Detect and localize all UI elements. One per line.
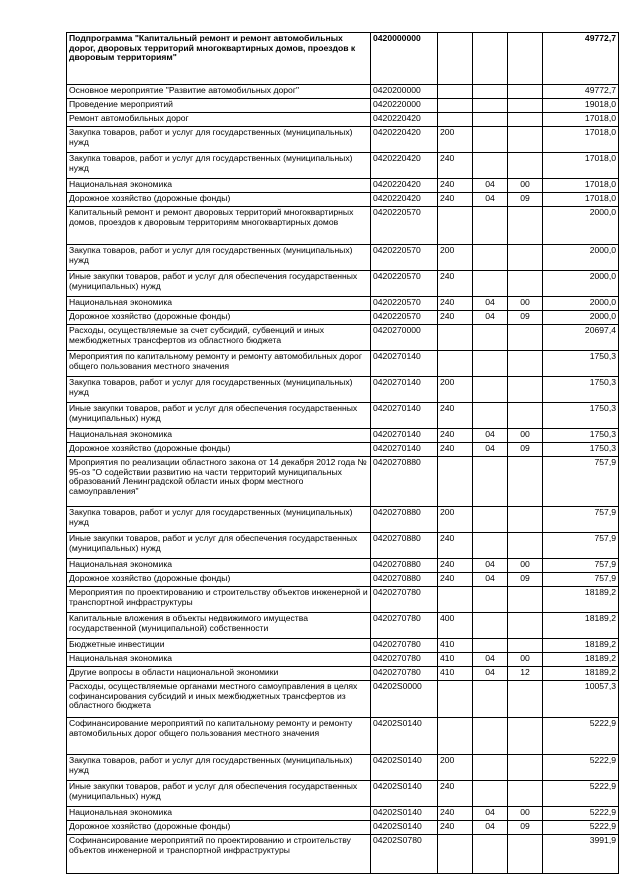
row-target-code-cell: 0420270140 [371, 429, 438, 443]
row-name-cell: Капитальные вложения в объекты недвижимого имущества государственной (муниципальной) собственности [67, 613, 371, 639]
row-name-cell: Софинансирование мероприятий по проектированию и строительству объектов инженерной и транспортной инфраструктуры [67, 835, 371, 874]
row-target-code-cell: 0420220570 [371, 207, 438, 245]
row-section-cell [473, 85, 508, 99]
row-expense-type-cell: 240 [438, 429, 473, 443]
row-name-cell: Национальная экономика [67, 179, 371, 193]
row-target-code-cell: 0420270780 [371, 639, 438, 653]
row-amount-cell: 5222,9 [543, 821, 619, 835]
row-section-cell: 04 [473, 573, 508, 587]
row-target-code-cell: 0420270140 [371, 351, 438, 377]
row-amount-cell: 18189,2 [543, 667, 619, 681]
row-name-cell: Расходы, осуществляемые за счет субсидий, субвенций и иных межбюджетных трансфертов из областного бюджета [67, 325, 371, 351]
table-row [67, 153, 619, 179]
row-section-cell [473, 207, 508, 245]
row-amount-cell: 2000,0 [543, 297, 619, 311]
row-expense-type-cell: 240 [438, 781, 473, 807]
row-name-cell: Национальная экономика [67, 297, 371, 311]
row-expense-type-cell: 240 [438, 443, 473, 457]
row-name-cell: Дорожное хозяйство (дорожные фонды) [67, 443, 371, 457]
row-expense-type-cell [438, 587, 473, 613]
row-amount-cell: 2000,0 [543, 311, 619, 325]
row-expense-type-cell [438, 457, 473, 507]
row-section-cell [473, 457, 508, 507]
table-row [67, 33, 619, 85]
table-row [67, 297, 619, 311]
row-amount-cell: 5222,9 [543, 755, 619, 781]
row-target-code-cell: 0420270780 [371, 613, 438, 639]
row-amount-cell: 18189,2 [543, 587, 619, 613]
row-subsection-cell: 09 [508, 193, 543, 207]
table-row [67, 507, 619, 533]
row-expense-type-cell: 240 [438, 311, 473, 325]
row-amount-cell: 757,9 [543, 533, 619, 559]
row-name-cell: Закупка товаров, работ и услуг для государственных (муниципальных) нужд [67, 507, 371, 533]
table-row [67, 193, 619, 207]
row-subsection-cell [508, 403, 543, 429]
row-expense-type-cell [438, 835, 473, 874]
row-expense-type-cell: 200 [438, 377, 473, 403]
row-name-cell: Закупка товаров, работ и услуг для государственных (муниципальных) нужд [67, 127, 371, 153]
row-subsection-cell [508, 587, 543, 613]
row-name-cell: Бюджетные инвестиции [67, 639, 371, 653]
table-row [67, 587, 619, 613]
row-amount-cell: 5222,9 [543, 807, 619, 821]
row-name-cell: Подпрограмма "Капитальный ремонт и ремонт автомобильных дорог, дворовых территорий многоквартирных домов, проездов к дворовым территориям" [67, 33, 371, 85]
row-subsection-cell [508, 377, 543, 403]
row-expense-type-cell [438, 113, 473, 127]
table-row [67, 179, 619, 193]
table-row [67, 85, 619, 99]
row-subsection-cell [508, 153, 543, 179]
row-target-code-cell: 0420200000 [371, 85, 438, 99]
row-amount-cell: 5222,9 [543, 781, 619, 807]
row-target-code-cell: 0420270880 [371, 507, 438, 533]
row-target-code-cell: 04202S0140 [371, 718, 438, 755]
row-target-code-cell: 04202S0140 [371, 821, 438, 835]
row-name-cell: Проведение мероприятий [67, 99, 371, 113]
row-expense-type-cell: 410 [438, 667, 473, 681]
table-row [67, 559, 619, 573]
row-subsection-cell [508, 99, 543, 113]
row-amount-cell: 1750,3 [543, 351, 619, 377]
row-name-cell: Национальная экономика [67, 653, 371, 667]
row-section-cell [473, 99, 508, 113]
row-section-cell [473, 781, 508, 807]
row-name-cell: Национальная экономика [67, 559, 371, 573]
row-name-cell: Другие вопросы в области национальной экономики [67, 667, 371, 681]
table-row [67, 781, 619, 807]
row-section-cell: 04 [473, 653, 508, 667]
row-subsection-cell [508, 325, 543, 351]
row-amount-cell: 1750,3 [543, 403, 619, 429]
row-subsection-cell [508, 681, 543, 718]
row-name-cell: Иные закупки товаров, работ и услуг для обеспечения государственных (муниципальных) нужд [67, 271, 371, 297]
row-amount-cell: 757,9 [543, 507, 619, 533]
row-expense-type-cell: 240 [438, 573, 473, 587]
table-row [67, 681, 619, 718]
table-row [67, 718, 619, 755]
row-section-cell: 04 [473, 429, 508, 443]
table-row [67, 113, 619, 127]
row-expense-type-cell: 240 [438, 533, 473, 559]
table-row [67, 271, 619, 297]
row-target-code-cell: 0420220570 [371, 297, 438, 311]
row-target-code-cell: 0420220570 [371, 311, 438, 325]
row-expense-type-cell: 240 [438, 193, 473, 207]
row-expense-type-cell: 240 [438, 297, 473, 311]
row-subsection-cell: 09 [508, 443, 543, 457]
row-expense-type-cell: 240 [438, 179, 473, 193]
row-subsection-cell: 09 [508, 821, 543, 835]
table-row [67, 443, 619, 457]
row-amount-cell: 17018,0 [543, 193, 619, 207]
row-amount-cell: 18189,2 [543, 653, 619, 667]
row-expense-type-cell: 240 [438, 153, 473, 179]
row-name-cell: Софинансирование мероприятий по капитальному ремонту и ремонту автомобильных дорог общего пользования местного значения [67, 718, 371, 755]
row-section-cell: 04 [473, 821, 508, 835]
row-name-cell: Закупка товаров, работ и услуг для государственных (муниципальных) нужд [67, 245, 371, 271]
row-amount-cell: 757,9 [543, 573, 619, 587]
row-name-cell: Иные закупки товаров, работ и услуг для обеспечения государственных (муниципальных) нужд [67, 403, 371, 429]
row-subsection-cell [508, 507, 543, 533]
row-target-code-cell: 04202S0780 [371, 835, 438, 874]
row-subsection-cell: 00 [508, 653, 543, 667]
row-name-cell: Иные закупки товаров, работ и услуг для обеспечения государственных (муниципальных) нужд [67, 781, 371, 807]
row-target-code-cell: 0420270140 [371, 443, 438, 457]
table-row [67, 639, 619, 653]
row-section-cell [473, 325, 508, 351]
row-section-cell [473, 639, 508, 653]
row-target-code-cell: 0420270880 [371, 457, 438, 507]
row-section-cell [473, 718, 508, 755]
row-subsection-cell [508, 718, 543, 755]
row-amount-cell: 17018,0 [543, 153, 619, 179]
row-amount-cell: 49772,7 [543, 33, 619, 85]
table-row [67, 613, 619, 639]
row-section-cell: 04 [473, 443, 508, 457]
row-name-cell: Закупка товаров, работ и услуг для государственных (муниципальных) нужд [67, 755, 371, 781]
row-section-cell [473, 113, 508, 127]
row-target-code-cell: 04202S0140 [371, 807, 438, 821]
row-target-code-cell: 0420220570 [371, 245, 438, 271]
row-name-cell: Дорожное хозяйство (дорожные фонды) [67, 821, 371, 835]
row-subsection-cell [508, 127, 543, 153]
row-subsection-cell: 12 [508, 667, 543, 681]
row-expense-type-cell [438, 351, 473, 377]
row-name-cell: Мероприятия по проектированию и строительству объектов инженерной и транспортной инфраструктуры [67, 587, 371, 613]
row-section-cell [473, 587, 508, 613]
row-subsection-cell: 00 [508, 429, 543, 443]
table-row [67, 533, 619, 559]
table-row [67, 807, 619, 821]
row-subsection-cell [508, 639, 543, 653]
row-amount-cell: 17018,0 [543, 113, 619, 127]
row-target-code-cell: 0420270140 [371, 403, 438, 429]
budget-table-body [67, 33, 619, 874]
table-row [67, 245, 619, 271]
row-section-cell: 04 [473, 193, 508, 207]
table-row [67, 99, 619, 113]
row-target-code-cell: 0420220420 [371, 179, 438, 193]
row-name-cell: Мроприятия по реализации областного закона от 14 декабря 2012 года № 95-оз "О содействии развитию на части территорий муниципальных образований Ленинградской области иных форм местного самоуправления" [67, 457, 371, 507]
row-subsection-cell [508, 755, 543, 781]
row-section-cell [473, 245, 508, 271]
row-subsection-cell: 00 [508, 559, 543, 573]
row-section-cell: 04 [473, 311, 508, 325]
table-row [67, 377, 619, 403]
row-target-code-cell: 0420270140 [371, 377, 438, 403]
row-target-code-cell: 0420270000 [371, 325, 438, 351]
row-section-cell [473, 533, 508, 559]
table-row [67, 429, 619, 443]
row-expense-type-cell [438, 85, 473, 99]
row-expense-type-cell [438, 33, 473, 85]
row-subsection-cell: 00 [508, 807, 543, 821]
row-amount-cell: 757,9 [543, 559, 619, 573]
row-amount-cell: 2000,0 [543, 271, 619, 297]
row-expense-type-cell: 240 [438, 271, 473, 297]
row-amount-cell: 49772,7 [543, 85, 619, 99]
row-name-cell: Национальная экономика [67, 429, 371, 443]
row-target-code-cell: 0420000000 [371, 33, 438, 85]
row-section-cell: 04 [473, 559, 508, 573]
row-amount-cell: 20697,4 [543, 325, 619, 351]
row-amount-cell: 757,9 [543, 457, 619, 507]
row-amount-cell: 19018,0 [543, 99, 619, 113]
row-name-cell: Ремонт автомобильных дорог [67, 113, 371, 127]
row-target-code-cell: 0420220420 [371, 193, 438, 207]
row-subsection-cell: 09 [508, 311, 543, 325]
table-row [67, 653, 619, 667]
table-row [67, 821, 619, 835]
row-amount-cell: 18189,2 [543, 639, 619, 653]
row-expense-type-cell [438, 325, 473, 351]
row-section-cell [473, 271, 508, 297]
table-row [67, 207, 619, 245]
row-target-code-cell: 0420220420 [371, 113, 438, 127]
row-target-code-cell: 0420270780 [371, 667, 438, 681]
table-row [67, 403, 619, 429]
row-amount-cell: 1750,3 [543, 443, 619, 457]
row-name-cell: Расходы, осуществляемые органами местного самоуправления в целях софинансирования субсидий и иных межбюджетных трансфертов из областного бюджета [67, 681, 371, 718]
row-amount-cell: 2000,0 [543, 245, 619, 271]
row-section-cell [473, 507, 508, 533]
row-section-cell [473, 755, 508, 781]
row-target-code-cell: 0420270880 [371, 559, 438, 573]
row-subsection-cell [508, 113, 543, 127]
table-row [67, 351, 619, 377]
row-target-code-cell: 0420220420 [371, 153, 438, 179]
row-section-cell [473, 835, 508, 874]
row-expense-type-cell: 410 [438, 653, 473, 667]
row-expense-type-cell: 200 [438, 245, 473, 271]
row-subsection-cell [508, 351, 543, 377]
row-subsection-cell [508, 33, 543, 85]
row-amount-cell: 3991,9 [543, 835, 619, 874]
row-expense-type-cell: 410 [438, 639, 473, 653]
row-name-cell: Основное мероприятие "Развитие автомобильных дорог" [67, 85, 371, 99]
row-subsection-cell [508, 781, 543, 807]
row-expense-type-cell: 200 [438, 507, 473, 533]
row-subsection-cell: 00 [508, 179, 543, 193]
row-amount-cell: 18189,2 [543, 613, 619, 639]
row-target-code-cell: 0420270780 [371, 653, 438, 667]
row-name-cell: Дорожное хозяйство (дорожные фонды) [67, 311, 371, 325]
budget-document [66, 32, 616, 874]
row-section-cell [473, 33, 508, 85]
row-target-code-cell: 0420220570 [371, 271, 438, 297]
table-row [67, 835, 619, 874]
row-target-code-cell: 0420220420 [371, 127, 438, 153]
table-row [67, 325, 619, 351]
row-amount-cell: 2000,0 [543, 207, 619, 245]
row-subsection-cell: 09 [508, 573, 543, 587]
row-expense-type-cell: 200 [438, 755, 473, 781]
row-section-cell [473, 127, 508, 153]
row-section-cell: 04 [473, 807, 508, 821]
table-row [67, 127, 619, 153]
row-expense-type-cell [438, 207, 473, 245]
row-amount-cell: 1750,3 [543, 429, 619, 443]
row-subsection-cell [508, 271, 543, 297]
row-name-cell: Национальная экономика [67, 807, 371, 821]
row-subsection-cell [508, 85, 543, 99]
row-expense-type-cell [438, 718, 473, 755]
row-target-code-cell: 0420270880 [371, 573, 438, 587]
row-expense-type-cell: 240 [438, 807, 473, 821]
row-name-cell: Мероприятия по капитальному ремонту и ремонту автомобильных дорог общего пользования местного значения [67, 351, 371, 377]
row-target-code-cell: 0420270880 [371, 533, 438, 559]
budget-table [66, 32, 619, 874]
row-amount-cell: 1750,3 [543, 377, 619, 403]
row-amount-cell: 17018,0 [543, 127, 619, 153]
row-expense-type-cell: 240 [438, 821, 473, 835]
row-amount-cell: 17018,0 [543, 179, 619, 193]
row-amount-cell: 10057,3 [543, 681, 619, 718]
row-expense-type-cell: 240 [438, 403, 473, 429]
row-name-cell: Дорожное хозяйство (дорожные фонды) [67, 573, 371, 587]
row-expense-type-cell: 200 [438, 127, 473, 153]
table-row [67, 573, 619, 587]
row-target-code-cell: 0420270780 [371, 587, 438, 613]
row-section-cell [473, 403, 508, 429]
table-row [67, 457, 619, 507]
row-section-cell [473, 681, 508, 718]
row-expense-type-cell [438, 99, 473, 113]
row-name-cell: Капитальный ремонт и ремонт дворовых территорий многоквартирных домов, проездов к дворовым территориям многоквартирных домов [67, 207, 371, 245]
row-subsection-cell [508, 613, 543, 639]
row-name-cell: Закупка товаров, работ и услуг для государственных (муниципальных) нужд [67, 377, 371, 403]
row-section-cell [473, 377, 508, 403]
row-target-code-cell: 04202S0140 [371, 781, 438, 807]
row-section-cell: 04 [473, 297, 508, 311]
row-section-cell: 04 [473, 179, 508, 193]
row-expense-type-cell: 400 [438, 613, 473, 639]
row-subsection-cell [508, 207, 543, 245]
row-subsection-cell [508, 835, 543, 874]
row-section-cell [473, 613, 508, 639]
table-row [67, 311, 619, 325]
row-amount-cell: 5222,9 [543, 718, 619, 755]
row-section-cell [473, 351, 508, 377]
row-expense-type-cell: 240 [438, 559, 473, 573]
table-row [67, 755, 619, 781]
table-row [67, 667, 619, 681]
row-subsection-cell [508, 533, 543, 559]
row-name-cell: Закупка товаров, работ и услуг для государственных (муниципальных) нужд [67, 153, 371, 179]
row-target-code-cell: 0420220000 [371, 99, 438, 113]
row-name-cell: Дорожное хозяйство (дорожные фонды) [67, 193, 371, 207]
row-subsection-cell [508, 245, 543, 271]
row-target-code-cell: 04202S0140 [371, 755, 438, 781]
row-name-cell: Иные закупки товаров, работ и услуг для обеспечения государственных (муниципальных) нужд [67, 533, 371, 559]
row-subsection-cell [508, 457, 543, 507]
row-section-cell [473, 153, 508, 179]
row-expense-type-cell [438, 681, 473, 718]
row-section-cell: 04 [473, 667, 508, 681]
row-subsection-cell: 00 [508, 297, 543, 311]
row-target-code-cell: 04202S0000 [371, 681, 438, 718]
